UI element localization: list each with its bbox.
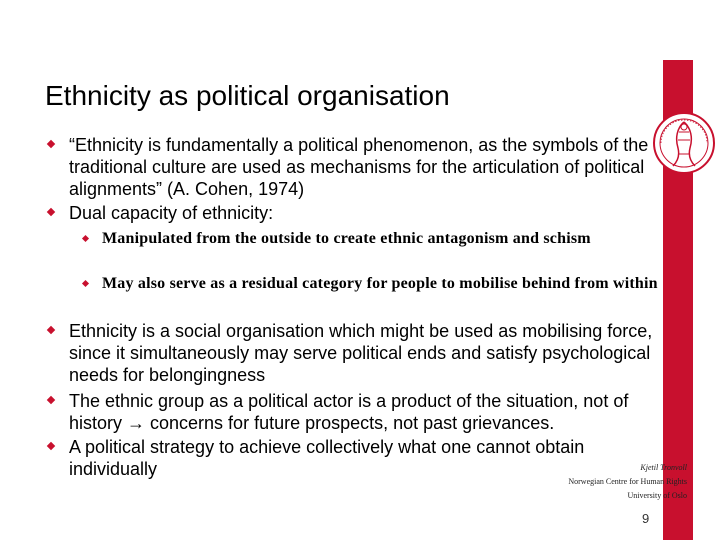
bullet-text: A political strategy to achieve collectively what one cannot obtain individually: [69, 437, 585, 479]
diamond-bullet-icon: [47, 140, 55, 148]
bullet-text: Ethnicity is a social organisation which might be used as mobilising force, since it simultaneously may serve political ends and satisfy psychological needs for belongingness: [69, 321, 653, 385]
page-number: 9: [642, 511, 650, 526]
bullet-text: The ethnic group as a political actor is a product of the situation, not of history → concerns for future prospects, not past grievances.: [69, 391, 629, 433]
sub-bullet-text: May also serve as a residual category for people to mobilise behind from within: [102, 275, 658, 292]
slide-title: Ethnicity as political organisation: [45, 80, 450, 111]
bullet-cohen-quote: [48, 134, 668, 200]
diamond-bullet-icon: [47, 442, 55, 450]
author-credit: [515, 461, 687, 503]
diamond-bullet-icon: [82, 280, 89, 287]
author-name: Kjetil Tronvoll: [640, 463, 687, 472]
diamond-bullet-icon: [47, 396, 55, 404]
diamond-bullet-icon: [47, 208, 55, 216]
diamond-bullet-icon: [47, 326, 55, 334]
author-university: University of Oslo: [627, 491, 687, 500]
bullet-text: “Ethnicity is fundamentally a political phenomenon, as the symbols of the traditional culture are used as mechanisms for the articulation of political alignments” (A. Cohen, 1974): [69, 135, 649, 199]
bullet-text: Dual capacity of ethnicity:: [69, 203, 274, 223]
author-organisation: Norwegian Centre for Human Rights: [568, 477, 687, 486]
sub-bullet-residual-category: [83, 273, 663, 295]
diamond-bullet-icon: [82, 235, 89, 242]
sub-bullet-text: Manipulated from the outside to create ethnic antagonism and schism: [102, 230, 591, 247]
bullet-dual-capacity: [48, 202, 668, 224]
sub-bullet-manipulated: [83, 228, 663, 250]
bullet-social-organisation: [48, 320, 668, 386]
bullet-political-actor: [48, 390, 668, 434]
